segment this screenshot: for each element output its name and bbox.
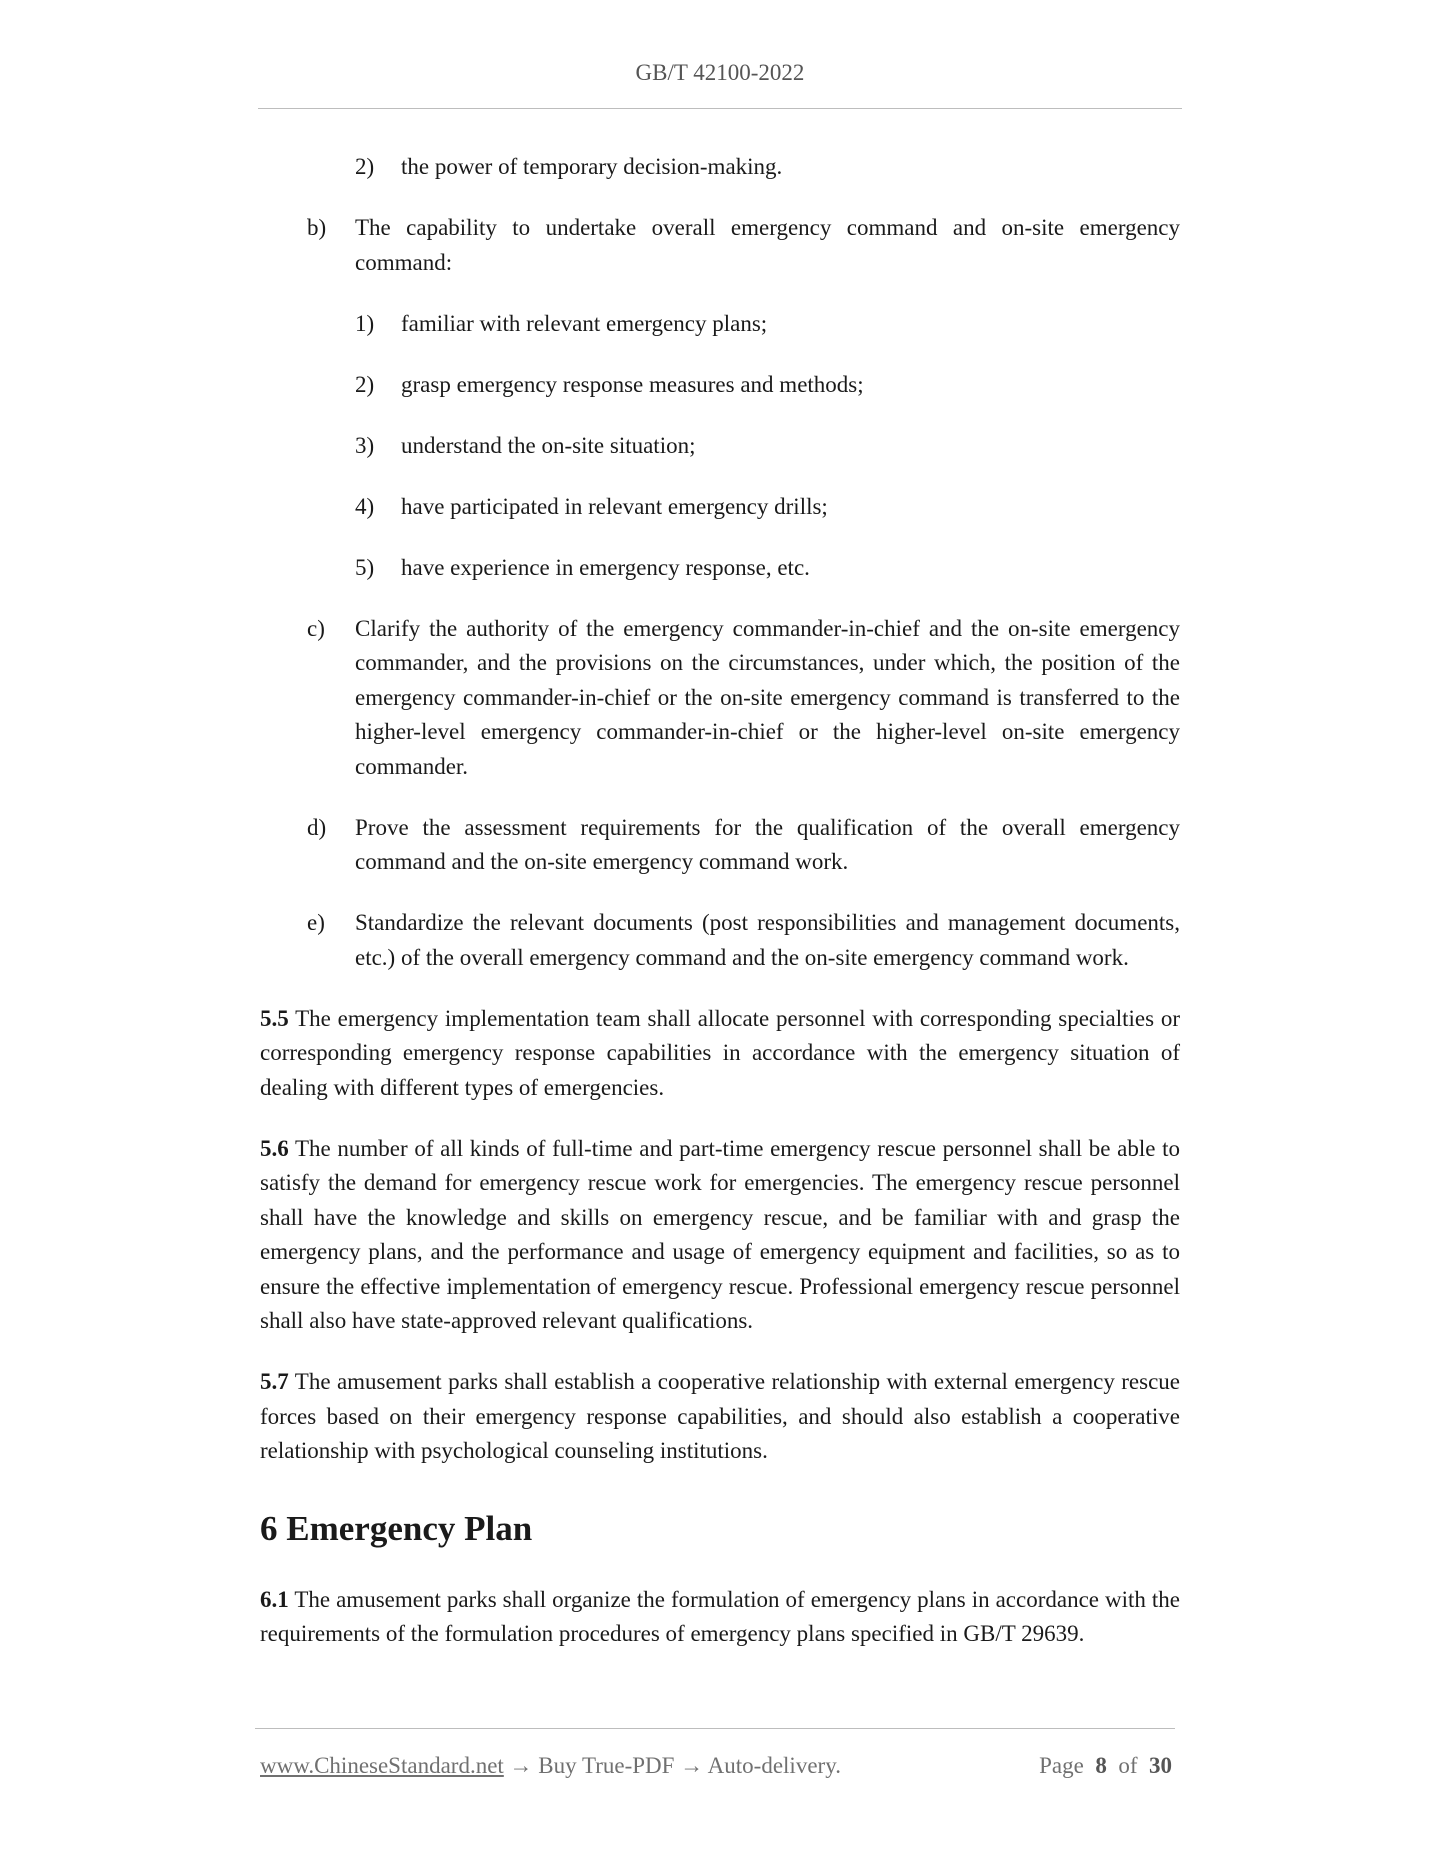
sub-list-item <box>260 307 1180 342</box>
sub-list-item-text: understand the on-site situation; <box>401 432 696 458</box>
sub-list-item-text: have participated in relevant emergency drills; <box>401 493 828 519</box>
list-item-b <box>260 211 1180 280</box>
page-word: Page <box>1039 1753 1084 1778</box>
list-item-label: c) <box>307 615 325 641</box>
page-content <box>260 150 1180 1678</box>
clause-number: 5.6 <box>260 1135 289 1161</box>
list-item-e <box>260 906 1180 975</box>
list-item-text: Prove the assessment requirements for the qualification of the overall emergency command and the on-site emergency command work. <box>355 814 1180 874</box>
clause-5-6 <box>260 1132 1180 1339</box>
list-item-d <box>260 811 1180 880</box>
standard-code: GB/T 42100-2022 <box>635 60 805 85</box>
clause-5-5 <box>260 1002 1180 1106</box>
list-item-text: the power of temporary decision-making. <box>401 154 783 179</box>
header-divider <box>258 108 1182 109</box>
list-item-c <box>260 612 1180 785</box>
clause-number: 5.7 <box>260 1369 289 1394</box>
list-item-label: e) <box>307 910 325 935</box>
document-header <box>258 60 1182 86</box>
sub-list-item <box>260 490 1180 525</box>
sub-list-item-label: 2) <box>355 371 375 397</box>
sub-list-item-label: 4) <box>355 493 375 519</box>
list-item-label: b) <box>307 215 327 240</box>
sub-list-item-text: grasp emergency response measures and methods; <box>401 371 864 397</box>
arrow-icon: → <box>680 1753 704 1778</box>
list-item <box>260 150 1180 185</box>
list-item-label: 2) <box>355 154 375 179</box>
arrow-icon: → <box>509 1753 533 1778</box>
sub-list-item-text: have experience in emergency response, etc. <box>401 554 810 580</box>
clause-text: The amusement parks shall establish a cooperative relationship with external emergency rescue forces based on their emergency response capabilities, and should also establish a cooperative relationship with psychological counseling institutions. <box>260 1369 1180 1463</box>
clause-6-1 <box>260 1583 1180 1652</box>
section-heading: 6 Emergency Plan <box>260 1508 533 1548</box>
list-item-text: Standardize the relevant documents (post responsibilities and management documents, etc.) of the overall emergency command and the on-site emergency command work. <box>355 910 1180 970</box>
clause-text: The number of all kinds of full-time and part-time emergency rescue personnel shall be able to satisfy the demand for emergency rescue work for emergencies. The emergency rescue personnel shall have the knowledge and skills on emergency rescue, and be familiar with and grasp the emergency plans, and the performance and usage of emergency equipment and facilities, so as to ensure the effective implementation of emergency rescue. Professional emergency rescue personnel shall also have state-approved relevant qualifications. <box>260 1135 1180 1333</box>
list-item-text: The capability to undertake overall emergency command and on-site emergency command: <box>355 215 1180 275</box>
sub-list-item <box>260 429 1180 464</box>
site-link[interactable]: www.ChineseStandard.net <box>260 1753 504 1778</box>
of-word: of <box>1118 1753 1138 1778</box>
clause-number: 6.1 <box>260 1586 289 1612</box>
sub-list-item-label: 3) <box>355 432 375 458</box>
clause-5-7 <box>260 1365 1180 1469</box>
sub-list-item-label: 1) <box>355 310 375 336</box>
buy-pdf-text: Buy True-PDF <box>538 1753 675 1778</box>
sub-list-item-label: 5) <box>355 554 375 580</box>
clause-text: The emergency implementation team shall allocate personnel with corresponding specialties or corresponding emergency response capabilities in accordance with the emergency situation of dealing with different types of emergencies. <box>260 1005 1180 1100</box>
page-total: 30 <box>1149 1753 1172 1778</box>
page-indicator <box>1039 1753 1172 1779</box>
footer-divider <box>255 1728 1175 1729</box>
sub-list-item-text: familiar with relevant emergency plans; <box>401 310 768 336</box>
clause-number: 5.5 <box>260 1005 289 1031</box>
document-footer <box>260 1753 1172 1779</box>
list-item-label: d) <box>307 814 327 840</box>
clause-text: The amusement parks shall organize the formulation of emergency plans in accordance with the requirements of the formulation procedures of emergency plans specified in GB/T 29639. <box>260 1586 1180 1646</box>
page-current: 8 <box>1095 1753 1107 1778</box>
delivery-text: Auto-delivery. <box>707 1753 841 1778</box>
list-item-text: Clarify the authority of the emergency commander-in-chief and the on-site emergency commander, and the provisions on the circumstances, under which, the position of the emergency commander-in-chief or the on-site emergency command is transferred to the higher-level emergency commander-in-chief or the higher-level on-site emergency commander. <box>355 615 1180 779</box>
sub-list-item <box>260 551 1180 586</box>
sub-list-item <box>260 368 1180 403</box>
